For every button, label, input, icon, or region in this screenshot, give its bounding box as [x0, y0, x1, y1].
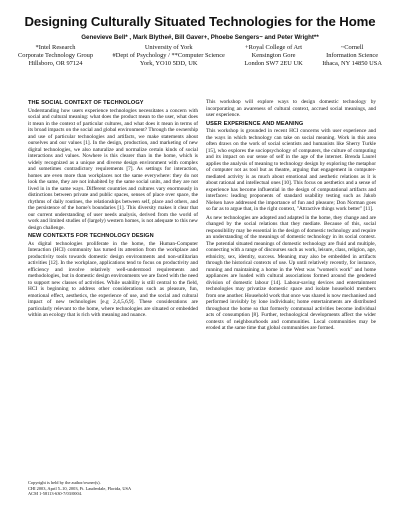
acm-line: ACM 1-58113-630-7/03/0004. [28, 491, 82, 497]
body-paragraph: As digital technologies proliferate in the home, the Human-Computer Interaction (HCI) community has turned its attention from the workplace and productivity tools towards domestic design environments and non-utilitarian activities [12]. In the workplace, applications tend to focus on productivity and efficiency and involve relatively well-understood requirements and methodologies, but in domestic design environments we are faced with the need to support new classes of activities. While usability is still central to the field, HCI is beginning to address other considerations such as pleasure, fun, emotional effect, aesthetics, the experience of use, and the social and cultural impact of new technologies [e.g 2,4,5,6,9]. These considerations are particularly relevant to the home, where technologies are situated or embedded within an ecology that is rich with meaning and nuance. [28, 240, 198, 318]
body-paragraph: This workshop will explore ways to design domestic technology by incorporating an awareness of cultural context, accrued social meanings, and user experience. [206, 99, 376, 118]
copyright-line: Copyright is held by the author/owner(s). [28, 480, 101, 485]
affiliation-name: +Royal College of Art [245, 44, 303, 51]
affiliation-york [113, 44, 225, 68]
affiliation-place: Hillsboro, OR 97124 [28, 60, 83, 68]
section-heading: THE SOCIAL CONTEXT OF TECHNOLOGY [28, 100, 144, 106]
author-list: Genevieve Bell* , Mark Blythe#, Bill Gaver+, Phoebe Sengers~ and Peter Wright** [81, 34, 319, 41]
paper-title: Designing Culturally Situated Technologies for the Home [24, 14, 376, 29]
conference-line: CHI 2003, April 5–10, 2003, Ft. Lauderdale, Florida, USA [28, 485, 132, 491]
affiliation-name: *Intel Research [35, 44, 76, 51]
affiliation-intel [18, 44, 93, 68]
affiliation-name: ~Cornell [340, 44, 364, 51]
affiliation-dept: Information Science [326, 52, 379, 60]
affiliation-place: Ithaca, NY 14850 USA [322, 60, 382, 68]
right-column [206, 99, 376, 334]
affiliation-place: York, YO10 5DD, UK [139, 60, 198, 68]
affiliations [18, 44, 382, 68]
section-heading: USER EXPERIENCE AND MEANING [206, 120, 304, 127]
copyright-notice [28, 480, 198, 497]
affiliation-place: London SW7 2EU UK [244, 60, 303, 68]
affiliation-rca [244, 44, 302, 68]
affiliation-dept: Kensington Gore [251, 52, 296, 60]
affiliation-dept: Corporate Technology Group [18, 52, 94, 60]
left-column [28, 99, 198, 321]
body-paragraph: This workshop is grounded in recent HCI concerns with user experience and the ways in which technology can take on social meaning. Work in this area often draws on the work of social scientists and humanists like Sherry Turkle [15], who explores the sociopsychology of computers, the culture of computing and its impact on our sense of self in the age of the internet. Brenda Laurel applies the analysis of meaning to technology design by exploring the metaphor of computer not as tool but as theatre, arguing that engagement in computer-mediated activity is as much about emotional and aesthetic relations as it is about rational and intellectual ones [10]. This focus on aesthetics and a sense of experience has become influential in the design of computational artifacts and interfaces: leading proponents of standard usability testing such as Jakob Nielsen have addressed the importance of fun and pleasure; Don Norman goes so far as to argue that, in the right context, "Attractive things work better" [11]. [206, 128, 376, 212]
body-paragraph: Understanding how users experience technologies necessitates a concern with social and cultural meaning: what does the product mean to the user, what does it mean in the context of particular cultures, and what does it mean in terms of its broad impacts on the social and global environment? Through the ownership and use of particular technologies and artifacts, we make statements about ourselves and our values [1]. In the design, production, and marketing of new digital technologies, we also naturalize and normalize certain kinds of social interactions and values. Nowhere is this clearer than in the home, which is widely recognized as a unique and diverse design environment with complex and sometimes contradictory requirements [7]. As settings for interaction, homes are even more than workplaces not the same everywhere: they do not look the same, they are not inhabited by the same social units, and they are not lived in in the same ways. Different countries and cultures vary enormously in distinctions between private and public spaces, senses of place over space, the rhythms of daily routines, the relationships between self, place and others, and the persistence of the home's boundaries [1]. This diversity makes it clear that our current understanding of user needs analysis, derived from the world of work and limited studies of (largely) western homes, is not adequate to this new design challenge. [28, 107, 198, 231]
body-paragraph: As new technologies are adopted and adapted in the home, they change and are changed by the social relations that they mediate. Because of this, social responsibility may be essential in the design of domestic technology and require an understanding of the meanings of domestic technology in its social context. The potential situated meanings of domestic technology are fluid and multiple, connecting with a range of discourses such as work, leisure, class, religion, age, ethnicity, sex, identity, success. Meaning may also be embedded in artifacts through the historical contexts of use. Up until relatively recently, for instance, running and maintaining a home in the West was "women's work" and home appliances are loaded with cultural associations formed around the gendered division of domestic labour [14]. Labour-saving devices and entertainment technologies may privatize domestic space and isolate household members from one another. Household work that once was shared is now mechanised and performed invisibly by lone individuals; home entertainments are distributed throughout the home so that formerly communal activities become individual acts of consumption [8]. Further, technological developments affect the wider contexts of neighbourhoods and communities. Local communities may be eroded at the same time that global communities are formed. [206, 214, 376, 331]
affiliation-dept: #Dept of Psychology / **Computer Science [112, 52, 225, 60]
affiliation-name: University of York [144, 44, 193, 51]
section-heading: NEW CONTEXTS FOR TECHNOLOGY DESIGN [28, 233, 154, 239]
affiliation-cornell [322, 44, 382, 68]
